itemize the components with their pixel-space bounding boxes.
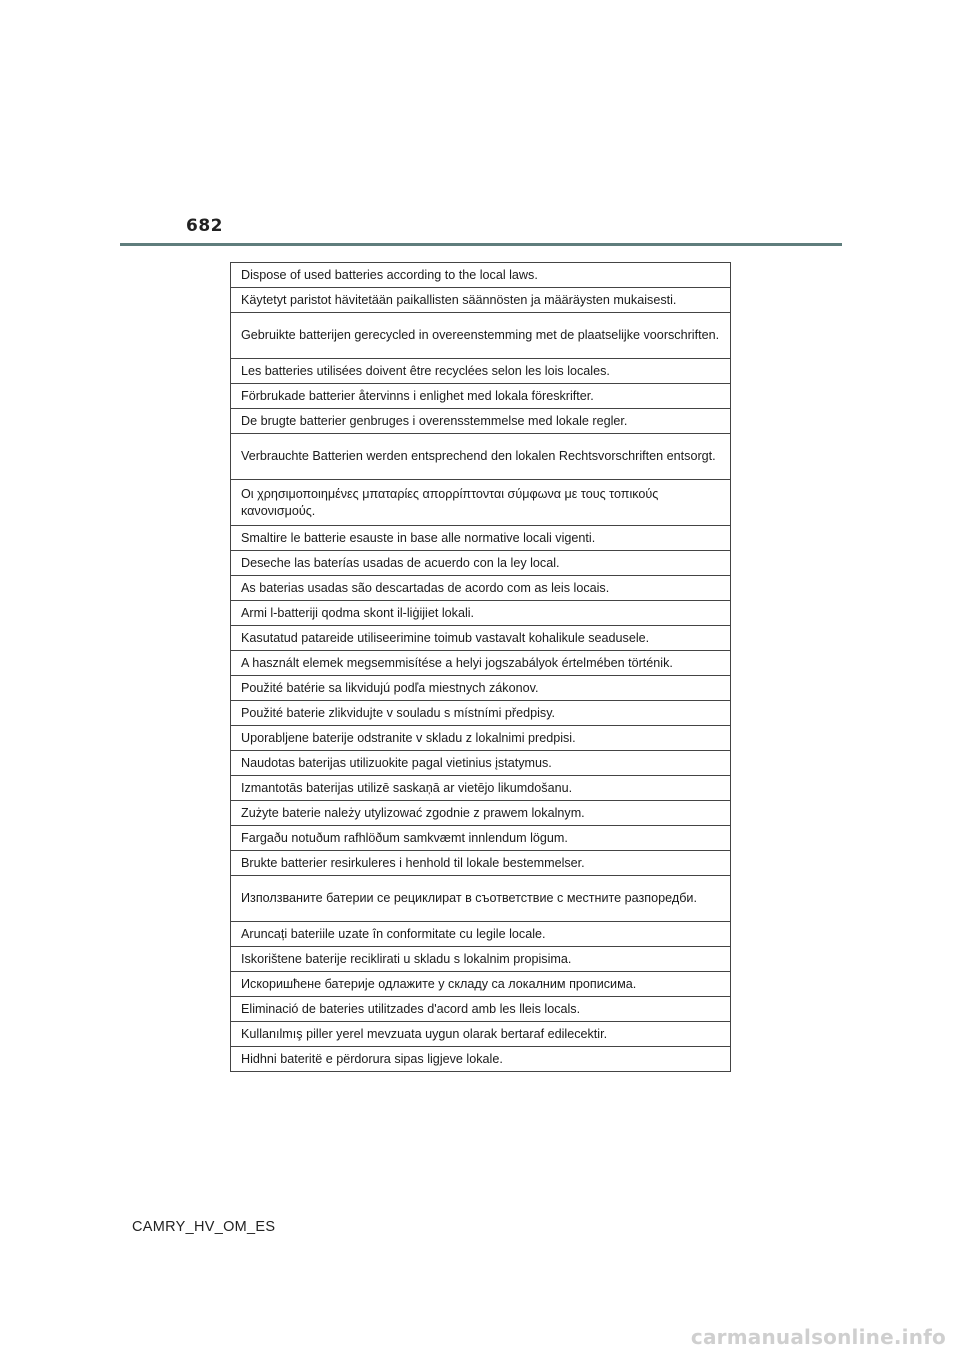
table-row [231,726,731,751]
table-row [231,480,731,526]
notice-cell: Искоришћене батерије одлажите у складу са локалним прописима. [231,972,731,997]
table-row [231,751,731,776]
table-row [231,851,731,876]
notice-cell: Kasutatud patareide utiliseerimine toimub vastavalt kohalikule seadusele. [231,626,731,651]
notice-cell: Verbrauchte Batterien werden entsprechend den lokalen Rechtsvorschriften entsorgt. [231,434,731,480]
table-row [231,826,731,851]
notice-cell: A használt elemek megsemmisítése a helyi jogszabályok értelmében történik. [231,651,731,676]
notice-cell: Kullanılmış piller yerel mevzuata uygun olarak bertaraf edilecektir. [231,1022,731,1047]
notice-cell: Iskorištene baterije reciklirati u skladu s lokalnim propisima. [231,947,731,972]
notice-cell: Förbrukade batterier återvinns i enlighet med lokala föreskrifter. [231,384,731,409]
table-row [231,776,731,801]
table-row [231,947,731,972]
table-row [231,701,731,726]
table-row [231,434,731,480]
page-number: 682 [186,216,223,236]
battery-disposal-table [230,262,731,1072]
notice-cell: Zużyte baterie należy utylizować zgodnie z prawem lokalnym. [231,801,731,826]
notice-cell: Armi l-batteriji qodma skont il-liġijiet lokali. [231,601,731,626]
table-row [231,876,731,922]
table-row [231,1047,731,1072]
notice-cell: Използваните батерии се рециклират в съответствие с местните разпоредби. [231,876,731,922]
notice-cell: Použité baterie zlikvidujte v souladu s místními předpisy. [231,701,731,726]
table-row [231,551,731,576]
document-code: CAMRY_HV_OM_ES [132,1219,276,1235]
table-row [231,997,731,1022]
notice-cell: Naudotas baterijas utilizuokite pagal vietinius įstatymus. [231,751,731,776]
table-row [231,409,731,434]
table-row [231,313,731,359]
notice-cell: Käytetyt paristot hävitetään paikallisten säännösten ja määräysten mukaisesti. [231,288,731,313]
table-row [231,384,731,409]
notice-cell: Fargaðu notuðum rafhlöðum samkvæmt innlendum lögum. [231,826,731,851]
table-row [231,576,731,601]
table-row [231,526,731,551]
notice-cell: Izmantotās baterijas utilizē saskaņā ar vietējo likumdošanu. [231,776,731,801]
notice-cell: Dispose of used batteries according to the local laws. [231,263,731,288]
notice-cell: Brukte batterier resirkuleres i henhold til lokale bestemmelser. [231,851,731,876]
table-row [231,263,731,288]
notice-cell: De brugte batterier genbruges i overensstemmelse med lokale regler. [231,409,731,434]
header-rule [120,243,842,246]
notice-cell: Οι χρησιμοποιημένες μπαταρίες απορρίπτονται σύμφωνα με τους τοπικούς κανονισμούς. [231,480,731,526]
table-row [231,359,731,384]
notice-cell: Smaltire le batterie esauste in base alle normative locali vigenti. [231,526,731,551]
notice-cell: Hidhni bateritë e përdorura sipas ligjeve lokale. [231,1047,731,1072]
notice-cell: Gebruikte batterijen gerecycled in overeenstemming met de plaatselijke voorschriften. [231,313,731,359]
notice-cell: As baterias usadas são descartadas de acordo com as leis locais. [231,576,731,601]
notice-cell: Les batteries utilisées doivent être recyclées selon les lois locales. [231,359,731,384]
table-row [231,801,731,826]
table-row [231,651,731,676]
table-row [231,972,731,997]
table-row [231,601,731,626]
table-row [231,922,731,947]
table-row [231,626,731,651]
notice-cell: Eliminació de bateries utilitzades d'acord amb les lleis locals. [231,997,731,1022]
table-row [231,1022,731,1047]
table-row [231,288,731,313]
notice-cell: Uporabljene baterije odstranite v skladu z lokalnimi predpisi. [231,726,731,751]
watermark-logo: carmanualsonline.info [690,1325,946,1349]
notice-cell: Použité batérie sa likvidujú podľa miestnych zákonov. [231,676,731,701]
notice-cell: Aruncați bateriile uzate în conformitate cu legile locale. [231,922,731,947]
table-row [231,676,731,701]
notice-cell: Deseche las baterías usadas de acuerdo con la ley local. [231,551,731,576]
